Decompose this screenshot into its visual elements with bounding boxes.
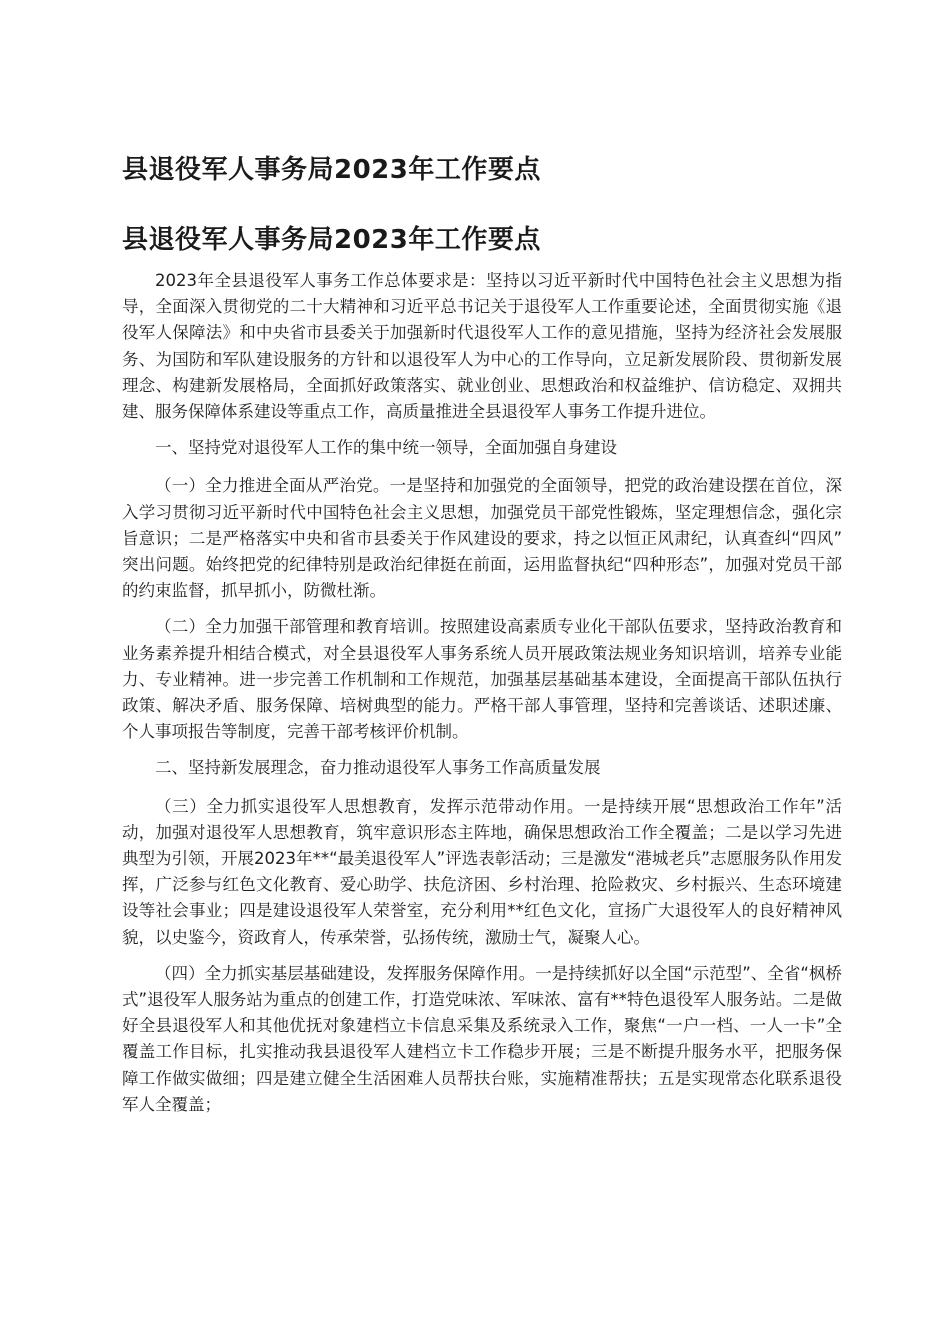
- item-paragraph-4: （四）全力抓实基层基础建设，发挥服务保障作用。一是持续抓好以全国“示范型”、全省“枫桥式”退役军人服务站为重点的创建工作，打造党味浓、军味浓、富有**特色退役军人服务站。二是做好全县退役军人和其他优抚对象建档立卡信息采集及系统录入工作，聚焦“一户一档、一人一卡”全覆盖工作目标，扎实推动我县退役军人建档立卡工作稳步开展；三是不断提升服务水平，把服务保障工作做实做细；四是建立健全生活困难人员帮扶台账，实施精准帮扶；五是实现常态化联系退役军人全覆盖；: [122, 963, 842, 1114]
- intro-paragraph: 2023年全县退役军人事务工作总体要求是：坚持以习近平新时代中国特色社会主义思想为指导，全面深入贯彻党的二十大精神和习近平总书记关于退役军人工作重要论述，全面贯彻实施《退役军人保障法》和中央省市县委关于加强新时代退役军人工作的意见措施，坚持为经济社会发展服务、为国防和军队建设服务的方针和以退役军人为中心的工作导向，立足新发展阶段、贯彻新发展理念、构建新发展格局，全面抓好政策落实、就业创业、思想政治和权益维护、信访稳定、双拥共建、服务保障体系建设等重点工作，高质量推进全县退役军人事务工作提升进位。: [122, 271, 842, 422]
- item-paragraph-3: （三）全力抓实退役军人思想教育，发挥示范带动作用。一是持续开展“思想政治工作年”活动，加强对退役军人思想教育，筑牢意识形态主阵地，确保思想政治工作全覆盖；二是以学习先进典型为引领，开展2023年**“最美退役军人”评选表彰活动；三是激发“港城老兵”志愿服务队作用发挥，广泛参与红色文化教育、爱心助学、扶危济困、乡村治理、抢险救灾、乡村振兴、生态环境建设等社会事业；四是建设退役军人荣誉室，充分利用**红色文化，宣扬广大退役军人的良好精神风貌，以史鉴今，资政育人，传承荣誉，弘扬传统，激励士气，凝聚人心。: [122, 796, 842, 947]
- document-title: 县退役军人事务局2023年工作要点: [122, 225, 541, 255]
- document-body: [122, 150, 842, 1128]
- item-paragraph-1: （一）全力推进全面从严治党。一是坚持和加强党的全面领导，把党的政治建设摆在首位，深入学习贯彻习近平新时代中国特色社会主义思想，加强党员干部党性锻炼，坚定理想信念，强化宗旨意识；二是严格落实中央和省市县委关于作风建设的要求，持之以恒正风肃纪，认真查纠“四风” 突出问题。始终把党的纪律特别是政治纪律挺在前面，运用监督执纪“四种形态”，加强对党员干部的约束监督，抓早抓小，防微杜渐。: [122, 476, 842, 601]
- item-paragraph-2: （二）全力加强干部管理和教育培训。按照建设高素质专业化干部队伍要求，坚持政治教育和业务素养提升相结合模式，对全县退役军人事务系统人员开展政策法规业务知识培训，培养专业能力、专业精神。进一步完善工作机制和工作规范，加强基层基础基本建设，全面提高干部队伍执行政策、解决矛盾、服务保障、培树典型的能力。严格干部人事管理，坚持和完善谈话、述职述廉、个人事项报告等制度，完善干部考核评价机制。: [122, 617, 842, 742]
- section-heading-2: 二、坚持新发展理念，奋力推动退役军人事务工作高质量发展: [155, 758, 601, 778]
- document-title-repeat: 县退役军人事务局2023年工作要点: [122, 155, 541, 185]
- section-heading-1: 一、坚持党对退役军人工作的集中统一领导，全面加强自身建设: [155, 438, 617, 458]
